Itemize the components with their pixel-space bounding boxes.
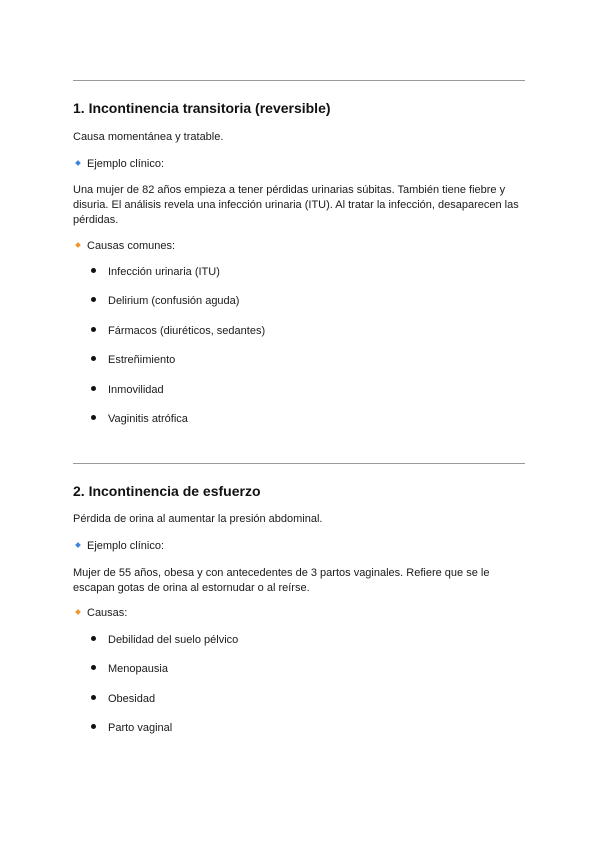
section-divider	[73, 80, 525, 81]
list-item: Menopausia	[91, 662, 168, 677]
bullet-dot-icon	[91, 415, 96, 420]
list-item: Inmovilidad	[91, 383, 164, 398]
bullet-dot-icon	[91, 636, 96, 641]
section-2-causes-label	[76, 606, 127, 621]
bullet-dot-icon	[91, 356, 96, 361]
bullet-dot-icon	[91, 695, 96, 700]
list-item: Vaginitis atrófica	[91, 412, 188, 427]
small-blue-diamond-icon	[75, 160, 81, 166]
section-2-example-label	[76, 539, 164, 554]
list-item: Estreñimiento	[91, 353, 175, 368]
section-2-example-text: Mujer de 55 años, obesa y con antecedentes de 3 partos vaginales. Refiere que se le escapan gotas de orina al estornudar o al reírse.	[73, 567, 490, 594]
bullet-dot-icon	[91, 327, 96, 332]
small-blue-diamond-icon	[75, 542, 81, 548]
bullet-dot-icon	[91, 665, 96, 670]
list-item: Infección urinaria (ITU)	[91, 265, 220, 280]
section-1-heading: 1. Incontinencia transitoria (reversible)	[73, 100, 331, 116]
list-item: Fármacos (diuréticos, sedantes)	[91, 324, 265, 339]
section-2-intro: Pérdida de orina al aumentar la presión abdominal.	[73, 513, 323, 525]
section-2-heading: 2. Incontinencia de esfuerzo	[73, 483, 261, 499]
bullet-dot-icon	[91, 297, 96, 302]
bullet-dot-icon	[91, 386, 96, 391]
section-divider	[73, 463, 525, 464]
small-orange-diamond-icon	[75, 242, 81, 248]
list-item: Delirium (confusión aguda)	[91, 294, 239, 309]
list-item: Debilidad del suelo pélvico	[91, 633, 238, 648]
bullet-dot-icon	[91, 268, 96, 273]
section-1-causes-label	[76, 239, 175, 254]
list-item: Obesidad	[91, 692, 155, 707]
list-item: Parto vaginal	[91, 721, 172, 736]
example-label-text: Ejemplo clínico:	[87, 540, 165, 552]
section-1-intro: Causa momentánea y tratable.	[73, 131, 224, 143]
bullet-dot-icon	[91, 724, 96, 729]
section-1-example-label	[76, 157, 164, 172]
causes-label-text: Causas:	[87, 607, 128, 619]
causes-label-text: Causas comunes:	[87, 240, 176, 252]
small-orange-diamond-icon	[75, 609, 81, 615]
example-label-text: Ejemplo clínico:	[87, 158, 165, 170]
section-1-example-text: Una mujer de 82 años empieza a tener pérdidas urinarias súbitas. También tiene fiebre y disuria. El análisis revela una infección urinaria (ITU). Al tratar la infección, desaparecen las pérdidas.	[73, 184, 519, 226]
